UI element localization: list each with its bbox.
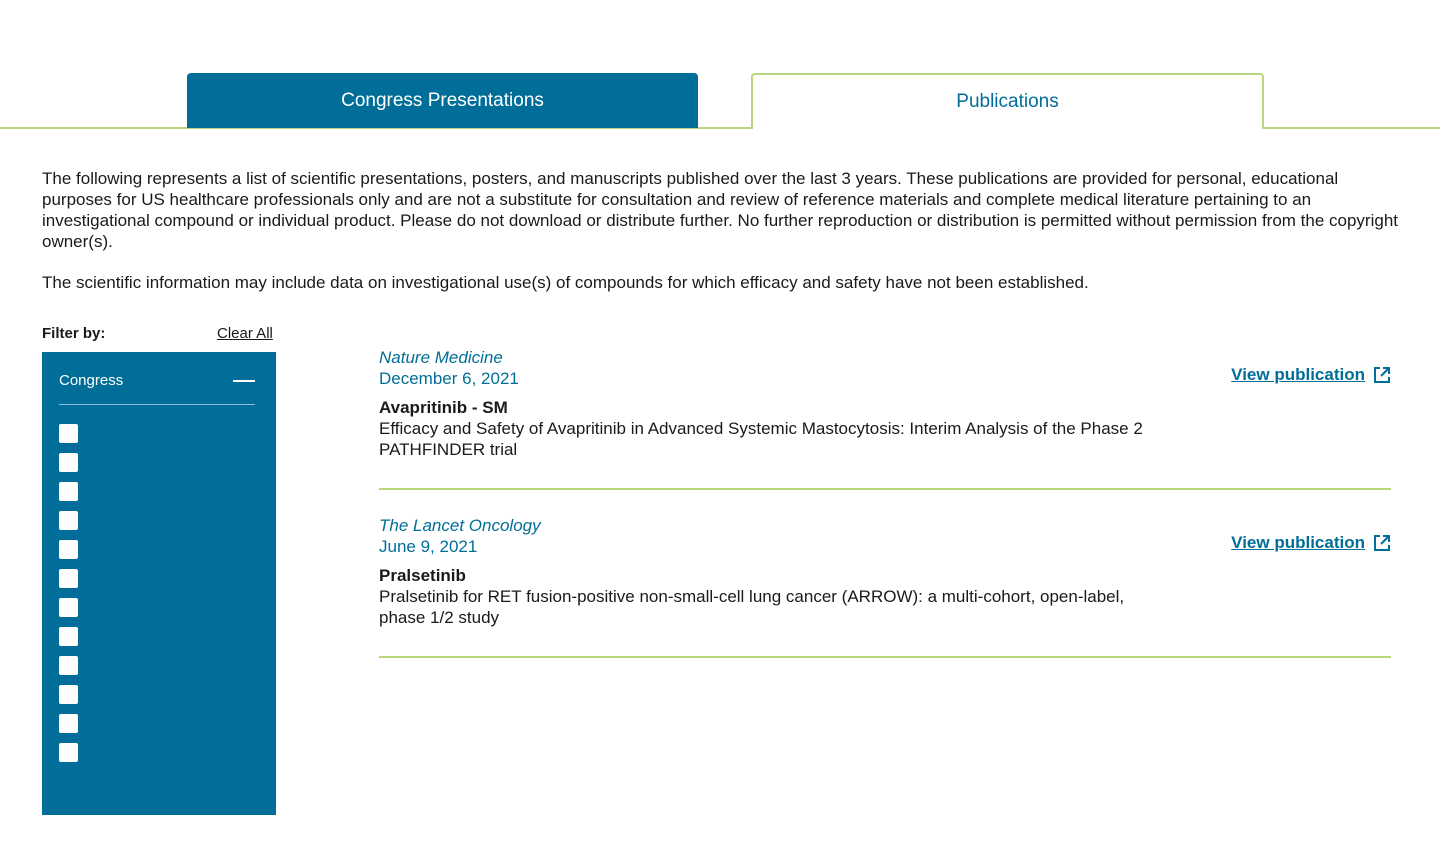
publication-divider [379,656,1391,658]
tab-label: Congress Presentations [341,89,544,111]
view-publication-label: View publication [1231,533,1365,552]
filter-section-header[interactable] [59,372,255,389]
filter-panel [42,352,276,815]
filter-checkbox[interactable] [59,540,78,559]
publication-journal: The Lancet Oncology [379,516,541,535]
filter-checkbox[interactable] [59,656,78,675]
tab-label: Publications [956,91,1059,112]
clear-all-link[interactable]: Clear All [217,325,273,342]
intro-paragraph: The scientific information may include data on investigational use(s) of compounds for which efficacy and safety have not been established. [42,273,1089,292]
publication-product: Pralsetinib [379,566,466,585]
publication-title: Efficacy and Safety of Avapritinib in Advanced Systemic Mastocytosis: Interim Analysis of the Phase 2 PATHFINDER trial [379,419,1143,459]
publication-date: December 6, 2021 [379,369,519,388]
filter-checkbox[interactable] [59,627,78,646]
publication-date: June 9, 2021 [379,537,478,556]
intro-paragraph: The following represents a list of scientific presentations, posters, and manuscripts published over the last 3 years. These publications are provided for personal, educational purposes for US healthcare professionals only and are not a substitute for consultation and review of reference materials and complete medical literature pertaining to an investigational compound or individual product. Please do not download or distribute further. No further reproduction or distribution is permitted without permission from the copyright owner(s). [42,169,1398,251]
filter-checkbox[interactable] [59,482,78,501]
tab-publications[interactable] [751,73,1264,129]
publication-item [379,347,1391,460]
view-publication-link[interactable] [1231,533,1391,553]
publication-product: Avapritinib - SM [379,398,508,417]
external-link-icon [1373,366,1391,384]
view-publication-label: View publication [1231,365,1365,384]
filter-checkbox[interactable] [59,714,78,733]
tab-congress-presentations[interactable] [187,73,698,128]
filter-checkbox[interactable] [59,598,78,617]
view-publication-link[interactable] [1231,365,1391,385]
publication-title: Pralsetinib for RET fusion-positive non-small-cell lung cancer (ARROW): a multi-cohort, open-label, phase 1/2 study [379,587,1125,627]
filter-checkbox[interactable] [59,511,78,530]
filter-checkbox[interactable] [59,453,78,472]
publication-journal: Nature Medicine [379,348,503,367]
intro-text [42,168,1402,313]
filter-checkbox[interactable] [59,685,78,704]
filter-divider [59,404,255,405]
checkbox-list [59,424,78,772]
external-link-icon [1373,534,1391,552]
collapse-minus-icon[interactable] [233,380,255,382]
publication-item [379,515,1391,628]
filter-checkbox[interactable] [59,424,78,443]
filter-section-title: Congress [59,372,124,389]
filter-checkbox[interactable] [59,743,78,762]
publication-divider [379,488,1391,490]
filter-checkbox[interactable] [59,569,78,588]
filter-label: Filter by: [42,325,106,342]
